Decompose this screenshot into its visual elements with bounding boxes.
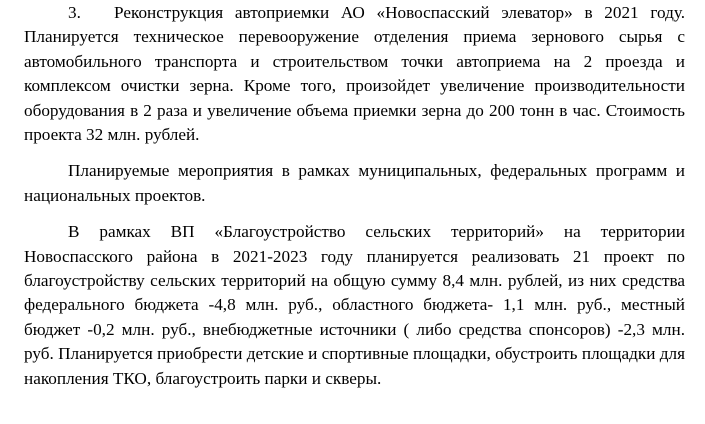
paragraph-text: Реконструкция автоприемки АО «Новоспасский элеватор» в 2021 году. Планируется техническое перевооружение отделения приема зернового сырья с автомобильного транспорта и строительством точки автоприема на 2 проезда и комплексом очистки зерна. Кроме того, произойдет увеличение производительности оборудования в 2 раза и увеличение объема приемки зерна до 200 тонн в час. Стоимость проекта 32 млн. рублей.: [24, 3, 685, 145]
paragraph-planned-activities: [24, 159, 685, 208]
paragraph-text: Планируемые мероприятия в рамках муниципальных, федеральных программ и национальных проектов.: [24, 161, 685, 205]
paragraph-rural-improvement: [24, 220, 685, 391]
paragraph-number: 3.: [68, 3, 81, 22]
paragraph-reconstruction: [24, 0, 685, 147]
paragraph-text: В рамках ВП «Благоустройство сельских территорий» на территории Новоспасского района в 2021-2023 году планируется реализовать 21 проект по благоустройству сельских территорий на общую сумму 8,4 млн. рублей, из них средства федерального бюджета -4,8 млн. руб., областного бюджета- 1,1 млн. руб., местный бюджет -0,2 млн. руб., внебюджетные источники ( либо средства спонсоров) -2,3 млн. руб. Планируется приобрести детские и спортивные площадки, обустроить площадки для накопления ТКО, благоустроить парки и скверы.: [24, 222, 685, 388]
